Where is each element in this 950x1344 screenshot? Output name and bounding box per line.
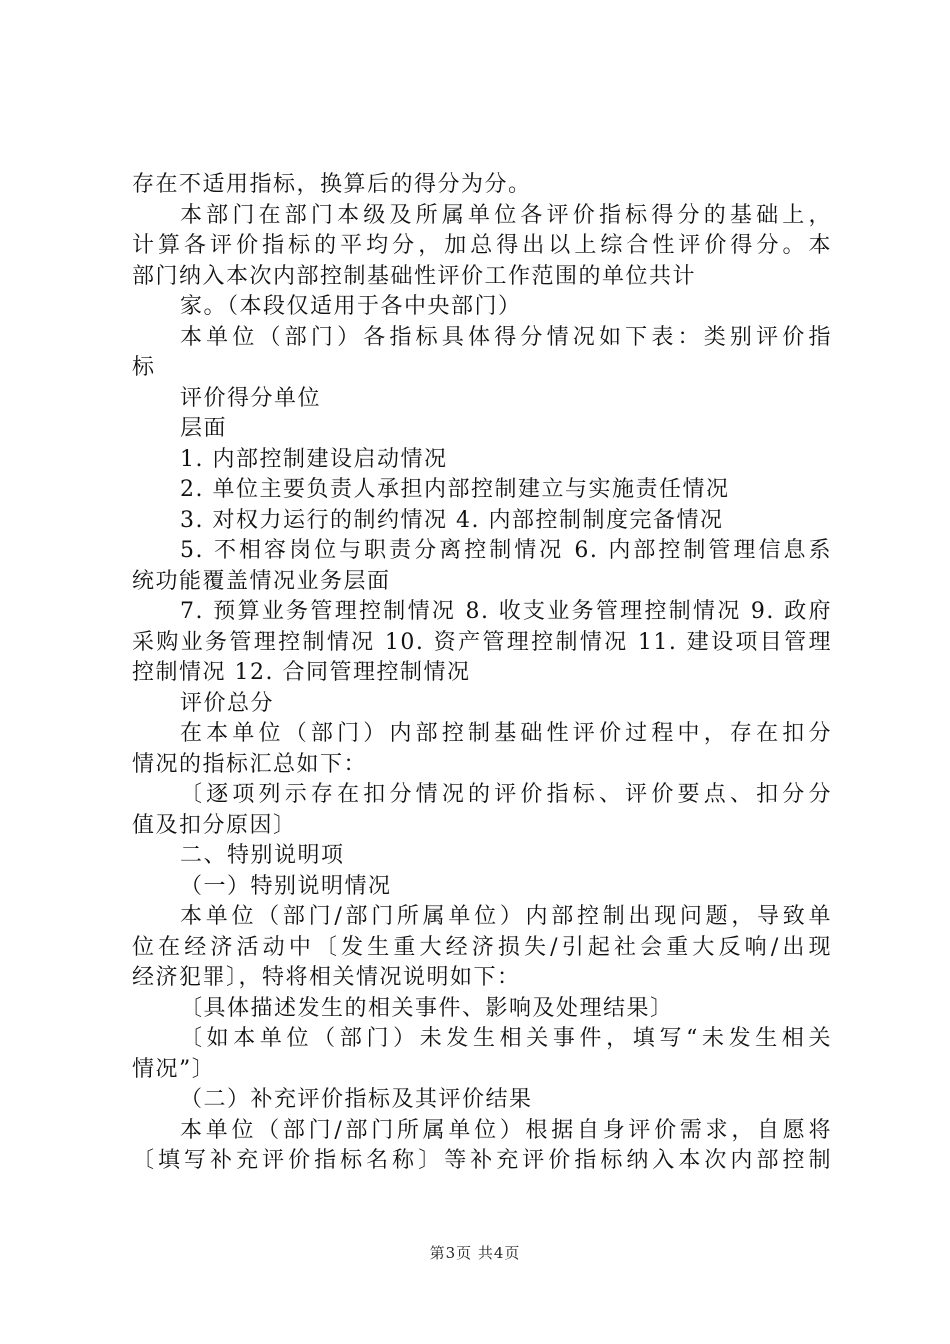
text-line: 本单位（部门/部门所属单位）内部控制出现问题，导致单 — [180, 904, 832, 929]
text-line: 统功能覆盖情况业务层面 — [132, 568, 391, 594]
text-line: 值及扣分原因〕 — [132, 812, 297, 838]
text-line: 存在不适用指标，换算后的得分为分。 — [132, 172, 532, 197]
text-line: （一）特别说明情况 — [180, 873, 392, 899]
text-line: 层面 — [180, 416, 228, 441]
text-line: 2. 单位主要负责人承担内部控制建立与实施责任情况 — [180, 477, 730, 502]
text-line: 位在经济活动中〔发生重大经济损失/引起社会重大反响/出现 — [132, 934, 832, 960]
document-body — [132, 170, 832, 1177]
text-line: 评价总分 — [180, 690, 275, 716]
text-line: 在本单位（部门）内部控制基础性评价过程中，存在扣分 — [180, 721, 832, 746]
text-line: 1. 内部控制建设启动情况 — [180, 446, 448, 472]
text-line: 〔逐项列示存在扣分情况的评价指标、评价要点、扣分分 — [180, 782, 832, 807]
text-line: 〔如本单位（部门）未发生相关事件，填写“未发生相关 — [180, 1026, 832, 1051]
text-line: 控制情况 12. 合同管理控制情况 — [132, 660, 471, 685]
text-line: 7. 预算业务管理控制情况 8. 收支业务管理控制情况 9. 政府 — [180, 599, 832, 624]
text-line: 采购业务管理控制情况 10. 资产管理控制情况 11. 建设项目管理 — [132, 629, 832, 655]
text-line: 部门纳入本次内部控制基础性评价工作范围的单位共计 — [132, 263, 697, 289]
text-line: 标 — [132, 355, 156, 380]
text-line: 情况”〕 — [132, 1056, 216, 1082]
text-line: 本部门在部门本级及所属单位各评价指标得分的基础上， — [180, 202, 832, 228]
text-line: 二、特别说明项 — [180, 843, 345, 868]
text-line: 〔填写补充评价指标名称〕等补充评价指标纳入本次内部控制 — [132, 1148, 832, 1173]
text-line: 计算各评价指标的平均分，加总得出以上综合性评价得分。本 — [132, 233, 832, 258]
text-line: 5. 不相容岗位与职责分离控制情况 6. 内部控制管理信息系 — [180, 538, 832, 563]
text-line: 〔具体描述发生的相关事件、影响及处理结果〕 — [180, 995, 674, 1021]
text-line: 情况的指标汇总如下： — [132, 751, 368, 777]
text-line: 家。（本段仅适用于各中央部门） — [180, 294, 522, 319]
text-line: 本单位（部门/部门所属单位）根据自身评价需求，自愿将 — [180, 1117, 832, 1143]
text-line: 经济犯罪〕，特将相关情况说明如下： — [132, 965, 521, 990]
page-footer: 第3页 共4页 — [429, 1244, 521, 1262]
text-line: 本单位（部门）各指标具体得分情况如下表：类别评价指 — [180, 324, 832, 350]
text-line: 3. 对权力运行的制约情况 4. 内部控制制度完备情况 — [180, 507, 724, 533]
text-line: （二）补充评价指标及其评价结果 — [180, 1087, 533, 1112]
text-line: 评价得分单位 — [180, 385, 322, 411]
